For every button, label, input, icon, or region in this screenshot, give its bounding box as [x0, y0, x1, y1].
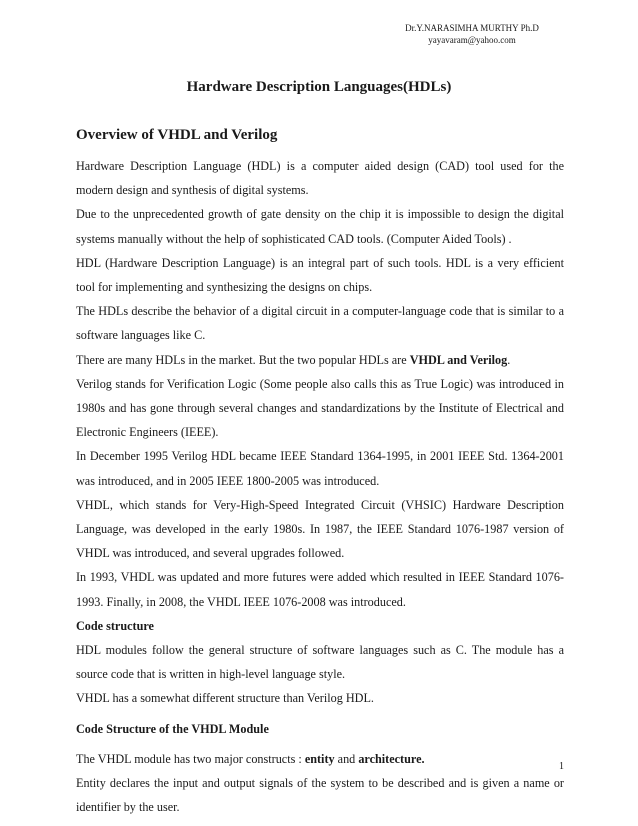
paragraph-hdl-definition: Hardware Description Language (HDL) is a computer aided design (CAD) tool used for the modern design and synthesis of digital systems. — [76, 159, 564, 198]
paragraph-vhdl-updates: In 1993, VHDL was updated and more futures were added which resulted in IEEE Standard 1076-1993. Finally, in 2008, the VHDL IEEE 1076-2008 was introduced. — [76, 570, 564, 609]
document-title: Hardware Description Languages(HDLs) — [186, 79, 452, 95]
paragraph-hdl-behavior: The HDLs describe the behavior of a digital circuit in a computer-language code that is similar to a software languages like C. — [76, 304, 564, 343]
sub-heading-code-structure: Code structure — [76, 618, 154, 633]
paragraph-entity-declaration: Entity declares the input and output signals of the system to be described and is given a name or identifier by the user. — [76, 776, 564, 815]
section-heading-overview: Overview of VHDL and Verilog — [76, 127, 278, 143]
popular-hdls-bold: VHDL and Verilog — [409, 352, 508, 367]
page-header — [362, 22, 582, 46]
author-name: Dr.Y.NARASIMHA MURTHY Ph.D — [405, 23, 539, 33]
constructs-entity: entity — [304, 751, 335, 766]
constructs-architecture: architecture. — [358, 751, 425, 766]
paragraph-popular-hdls — [76, 348, 564, 372]
popular-hdls-text: There are many HDLs in the market. But the two popular HDLs are — [76, 352, 410, 367]
paragraph-module-structure: HDL modules follow the general structure of software languages such as C. The module has a source code that is written in high-level language style. — [76, 643, 564, 682]
paragraph-verilog-history: Verilog stands for Verification Logic (Some people also calls this as True Logic) was introduced in 1980s and has gone through several changes and standardizations by the Institute of Electrical and Electronic Engineers (IEEE). — [76, 376, 564, 440]
paragraph-vhdl-vs-verilog: VHDL has a somewhat different structure than Verilog HDL. — [76, 691, 374, 706]
document-body — [76, 124, 564, 819]
popular-hdls-end: . — [507, 352, 511, 367]
page-number: 1 — [559, 761, 564, 772]
constructs-text: The VHDL module has two major constructs : — [76, 751, 305, 766]
sub-heading-vhdl-module: Code Structure of the VHDL Module — [76, 721, 269, 736]
paragraph-vhdl-constructs — [76, 747, 564, 771]
paragraph-vhdl-history: VHDL, which stands for Very-High-Speed Integrated Circuit (VHSIC) Hardware Description Language, was developed in the early 1980s. In 1987, the IEEE Standard 1076-1987 version of VHDL was introduced, and several upgrades followed. — [76, 497, 564, 561]
paragraph-hdl-integral: HDL (Hardware Description Language) is an integral part of such tools. HDL is a very efficient tool for implementing and synthesizing the designs on chips. — [76, 255, 564, 295]
paragraph-verilog-standards: In December 1995 Verilog HDL became IEEE Standard 1364-1995, in 2001 IEEE Std. 1364-2001 was introduced, and in 2005 IEEE 1800-2005 was introduced. — [76, 449, 564, 488]
author-email: yayavaram@yahoo.com — [428, 35, 516, 45]
constructs-and: and — [334, 751, 359, 766]
paragraph-gate-density: Due to the unprecedented growth of gate density on the chip it is impossible to design the digital systems manually without the help of sophisticated CAD tools. (Computer Aided Tools) . — [76, 207, 564, 246]
